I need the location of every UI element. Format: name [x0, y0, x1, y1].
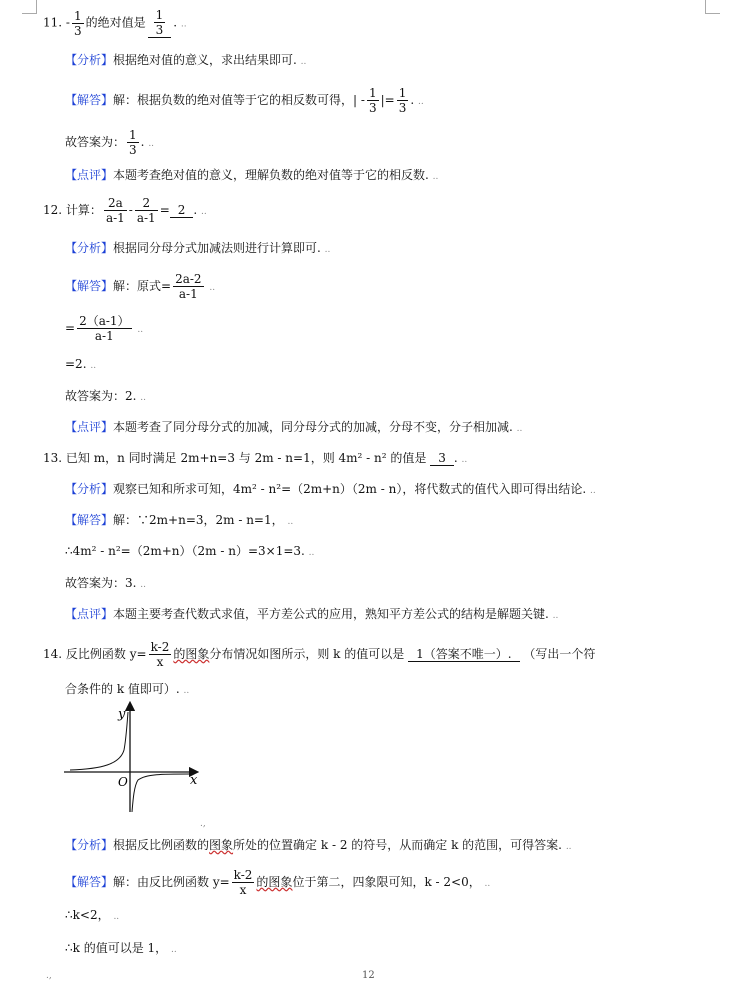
- q11-comment: 【点评】本题考查绝对值的意义，理解负数的绝对值等于它的相反数. ..: [65, 168, 439, 182]
- q13-stem: 13. 已知 m，n 同时满足 2m+n=3 与 2m - n=1，则 4m² - n² 的值是 3 . ..: [43, 451, 468, 465]
- q14-step2: ∴k<2， ..: [65, 908, 120, 922]
- origin-label: O: [118, 775, 128, 789]
- q14-solution: 【解答】解：由反比例函数 y= $\frac{k-2}{x}$ 的图象位于第二，四象限可知，k - 2<0， ..: [65, 868, 491, 897]
- q13-answer: 3: [430, 451, 454, 466]
- page-number: 12: [362, 970, 375, 981]
- q12-stem: 12. 计算： $\frac{2a}{a-1}$ - $\frac{2}{a-1}$ = 2 . ..: [43, 196, 207, 225]
- hyperbola-graph: [62, 700, 212, 820]
- q12-step3: =2. ..: [65, 357, 97, 371]
- q12-analysis: 【分析】根据同分母分式加减法则进行计算即可. ..: [65, 241, 331, 255]
- curve-quadrant-4: [132, 774, 190, 812]
- q11-solution: 【解答】解：根据负数的绝对值等于它的相反数可得，| - $\frac{1}{3}$ |= $\frac{1}{3}$ . ..: [65, 86, 424, 115]
- q11-frac: $\frac{1}{3}$: [73, 8, 82, 38]
- q14-stem: 14. 反比例函数 y= $\frac{k-2}{x}$ 的图象分布情况如图所示，则 k 的值可以是 1（答案不唯一）. （写出一个符: [43, 640, 596, 669]
- x-label: x: [190, 773, 198, 788]
- q12-comment: 【点评】本题考查了同分母分式的加减，同分母分式的加减，分母不变，分子相加减. ..: [65, 420, 523, 434]
- q12-answer-line: 故答案为：2. ..: [65, 389, 147, 403]
- q11-analysis: 【分析】根据绝对值的意义，求出结果即可. ..: [65, 53, 307, 67]
- q14-stem-line2: 合条件的 k 值即可）. ..: [65, 682, 190, 696]
- q11-stem: 11. - $\frac{1}{3}$ 的绝对值是 $\frac{1}{3}$ . ..: [43, 8, 187, 38]
- q12-solution: 【解答】解：原式= $\frac{2a-2}{a-1}$ ..: [65, 272, 216, 301]
- q11-answer: $\frac{1}{3}$: [148, 8, 172, 38]
- q13-answer-line: 故答案为：3. ..: [65, 576, 147, 590]
- page-corner-mark-right: [705, 0, 720, 14]
- q13-step2: ∴4m² - n²=（2m+n）（2m - n）=3×1=3. ..: [65, 544, 315, 558]
- q14-answer: 1（答案不唯一）.: [408, 647, 519, 662]
- q13-solution: 【解答】解：∵2m+n=3，2m - n=1， ..: [65, 513, 294, 527]
- graph-mark: .,: [200, 819, 206, 829]
- q12-step2: = $\frac{2(a-1)}{a-1}$ ..: [65, 314, 144, 343]
- q14-step3: ∴k 的值可以是 1， ..: [65, 941, 177, 955]
- y-label: y: [118, 707, 126, 722]
- q12-answer: 2: [170, 203, 194, 218]
- q13-analysis: 【分析】观察已知和所求可知，4m² - n²=（2m+n）（2m - n），将代数式的值代入即可得出结论. ..: [65, 482, 596, 496]
- footer-mark: .,: [46, 971, 52, 981]
- q14-analysis: 【分析】根据反比例函数的图象所处的位置确定 k - 2 的符号，从而确定 k 的范围，可得答案. ..: [65, 838, 572, 852]
- q11-answer-line: 故答案为： $\frac{1}{3}$ . ..: [65, 128, 155, 157]
- q13-comment: 【点评】本题主要考查代数式求值，平方差公式的应用，熟知平方差公式的结构是解题关键. ..: [65, 607, 559, 621]
- page-corner-mark-left: [22, 0, 37, 14]
